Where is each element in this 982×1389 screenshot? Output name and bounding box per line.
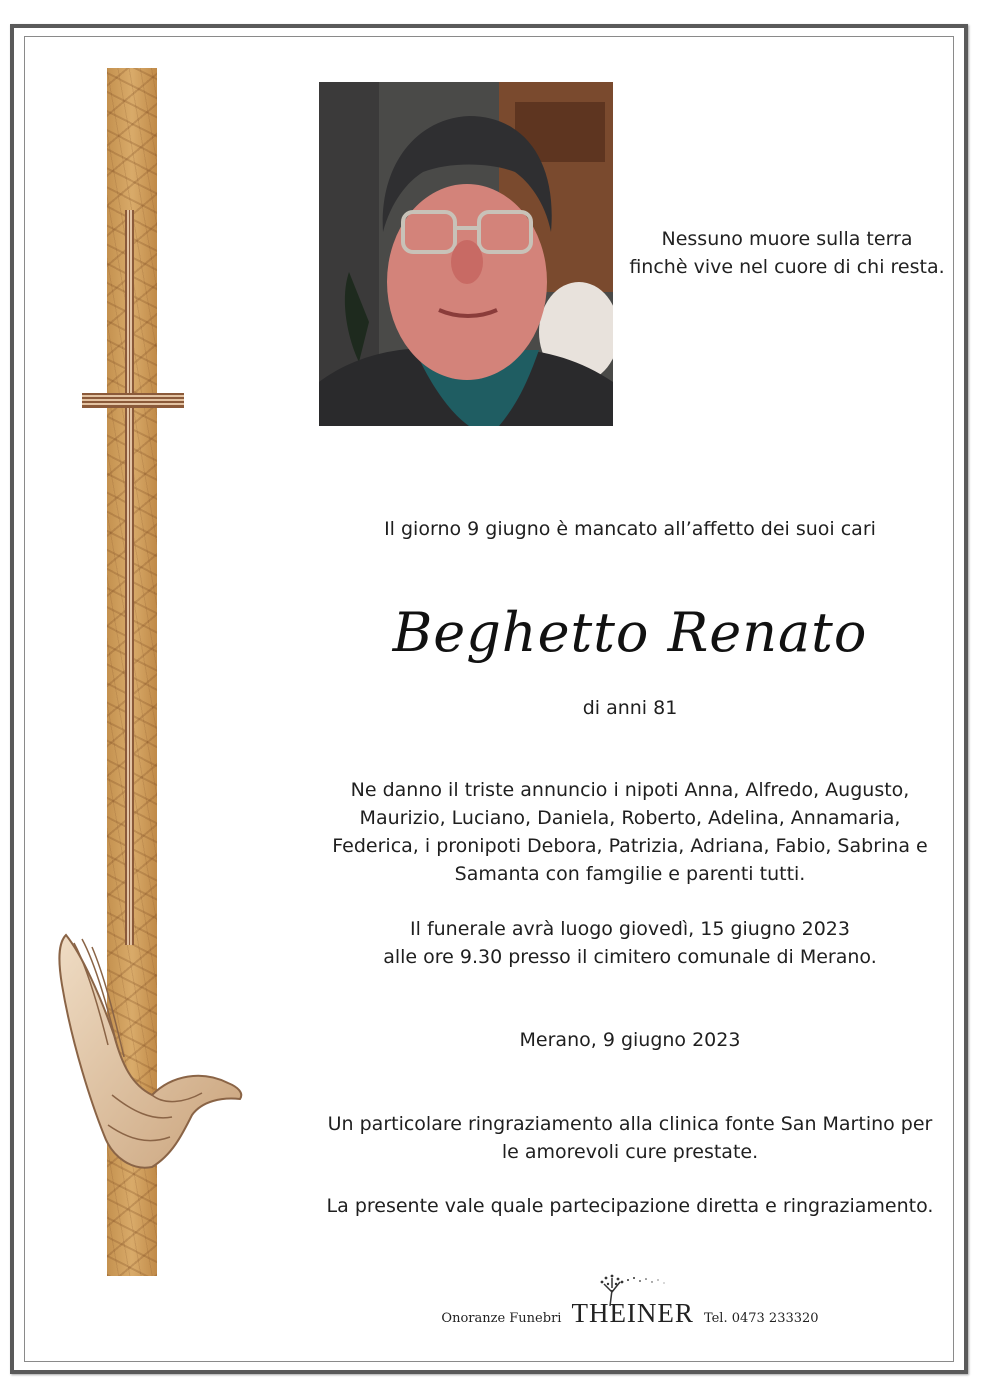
footer-phone: Tel. 0473 233320: [703, 1311, 819, 1326]
funeral-home-footer: [300, 1298, 960, 1329]
quote-line: Nessuno muore sulla terra: [661, 228, 913, 250]
funeral-details: [300, 915, 960, 971]
thanks-line: Un particolare ringraziamento alla clinica fonte San Martino per: [327, 1113, 933, 1135]
funeral-line: Il funerale avrà luogo giovedì, 15 giugno 2023: [410, 918, 850, 940]
closing-text: La presente vale quale partecipazione diretta e ringraziamento.: [326, 1195, 934, 1217]
deceased-name: Beghetto Renato: [392, 601, 868, 664]
intro-text: Il giorno 9 giugno è mancato all’affetto dei suoi cari: [384, 518, 876, 540]
footer-brand: THEINER: [571, 1298, 694, 1328]
portrait-photo: [319, 82, 613, 426]
thanks-line: le amorevoli cure prestate.: [501, 1141, 759, 1163]
praying-hands-icon: [52, 925, 246, 1173]
age-text: di anni 81: [582, 697, 678, 719]
cross-horizontal-beam: [82, 393, 184, 408]
announcement-line: Maurizio, Luciano, Daniela, Roberto, Adelina, Annamaria,: [359, 807, 901, 829]
quote-line: finchè vive nel cuore di chi resta.: [629, 256, 945, 278]
funeral-line: alle ore 9.30 presso il cimitero comunale di Merano.: [383, 946, 877, 968]
thanks-text: [300, 1110, 960, 1166]
place-date: Merano, 9 giugno 2023: [519, 1029, 741, 1051]
cross-vertical-beam: [125, 210, 134, 945]
announcement-line: Federica, i pronipoti Debora, Patrizia, Adriana, Fabio, Sabrina e: [332, 835, 928, 857]
footer-label: Onoranze Funebri: [441, 1311, 562, 1326]
memorial-quote: [618, 225, 956, 281]
announcement-line: Ne danno il triste annuncio i nipoti Anna, Alfredo, Augusto,: [350, 779, 910, 801]
announcement-text: [300, 776, 960, 888]
announcement-line: Samanta con famgilie e parenti tutti.: [454, 863, 806, 885]
